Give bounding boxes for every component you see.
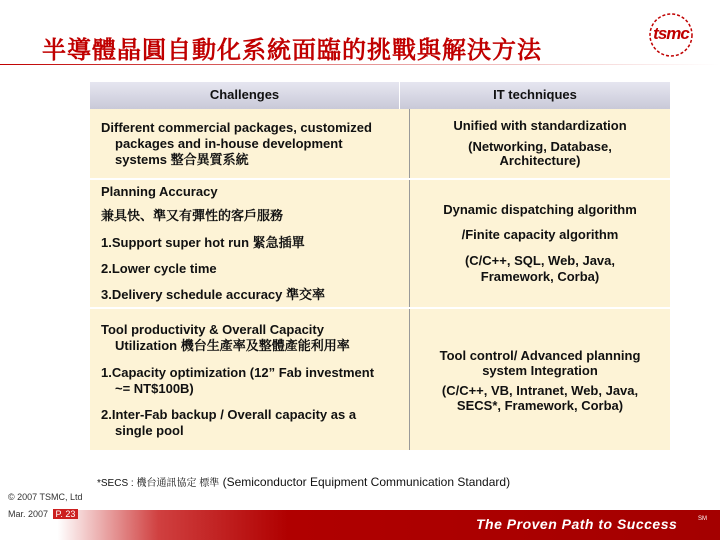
row3-it-cell	[410, 309, 670, 450]
row2-right-line2: /Finite capacity algorithm	[461, 227, 619, 242]
row2-left-item1: 1.Support super hot run 緊急插單	[101, 235, 305, 250]
page-title: 半導體晶圓自動化系統面臨的挑戰與解決方法	[42, 37, 542, 64]
row2-right-line4: Framework, Corba)	[480, 269, 600, 284]
copyright-text: © 2007 TSMC, Ltd	[8, 492, 83, 502]
service-mark: SM	[698, 516, 707, 522]
row3-right-line3: (C/C++, VB, Intranet, Web, Java,	[441, 383, 639, 398]
row2-it-cell	[410, 180, 670, 307]
footnote-suffix: (Semiconductor Equipment Communication Standard)	[222, 475, 511, 489]
title-underline	[0, 64, 720, 65]
tsmc-logo-text: tsmc	[653, 24, 689, 43]
row1-left-line3: systems 整合異質系統	[115, 152, 249, 167]
row2-left-item2: 2.Lower cycle time	[101, 261, 217, 276]
row3-right-line1: Tool control/ Advanced planning	[439, 348, 641, 363]
header-challenges: Challenges	[90, 82, 400, 109]
header-it-techniques: IT techniques	[400, 82, 670, 109]
row3-left-title2: Utilization 機台生產率及整體產能利用率	[115, 338, 350, 353]
row1-right-line3: Architecture)	[499, 153, 581, 168]
row1-left-line2: packages and in-house development	[115, 136, 343, 151]
row3-right-line2: system Integration	[482, 363, 598, 378]
row3-left-item2-line2: single pool	[115, 423, 184, 438]
row3-left-item1-line1: 1.Capacity optimization (12” Fab investment	[101, 365, 375, 380]
footer-date: Mar. 2007	[8, 509, 49, 519]
page-number-badge: P. 23	[53, 509, 79, 519]
row2-left-item3: 3.Delivery schedule accuracy 準交率	[101, 287, 326, 302]
row2-right-line1: Dynamic dispatching algorithm	[443, 202, 637, 217]
row3-left-title1: Tool productivity & Overall Capacity	[101, 322, 324, 337]
row1-left-line1: Different commercial packages, customized	[101, 120, 372, 135]
row3-left-item1-line2: ~= NT$100B)	[115, 381, 194, 396]
row2-right-line3: (C/C++, SQL, Web, Java,	[464, 253, 616, 268]
row1-right-line2: (Networking, Database,	[468, 139, 612, 154]
secs-footnote	[97, 474, 510, 489]
footer-slogan: The Proven Path to Success	[476, 516, 678, 532]
row3-right-line4: SECS*, Framework, Corba)	[456, 398, 624, 413]
row2-left-subtitle: 兼具快、準又有彈性的客戶服務	[101, 208, 284, 223]
footnote-prefix: *SECS : 機台通訊協定 標準	[97, 478, 220, 489]
row3-left-item2-line1: 2.Inter-Fab backup / Overall capacity as a	[101, 407, 357, 422]
footer-date-line	[8, 509, 78, 519]
row1-right-line1: Unified with standardization	[453, 118, 627, 133]
row2-left-title: Planning Accuracy	[101, 184, 218, 199]
